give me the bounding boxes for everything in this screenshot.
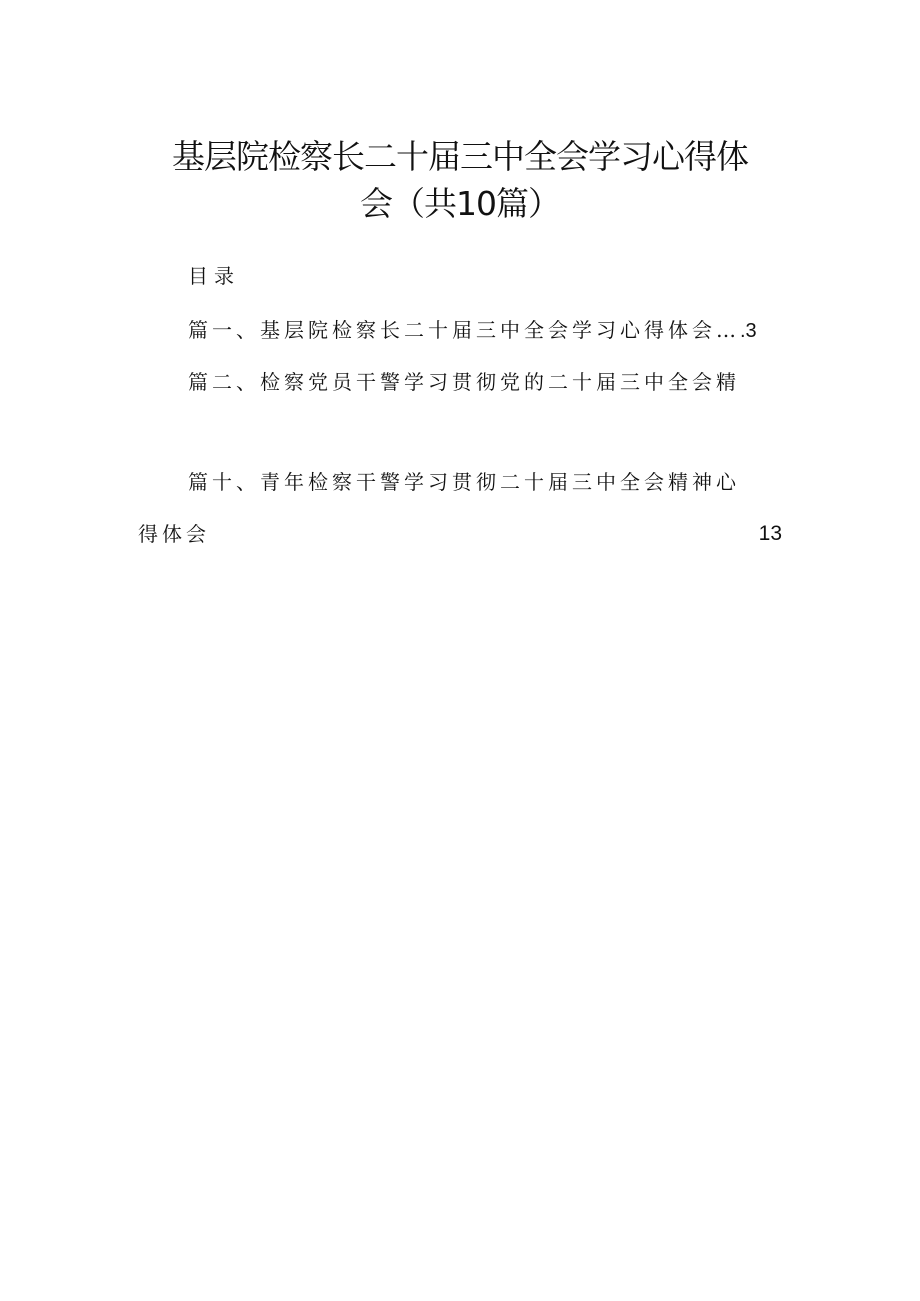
toc-entry-10-label-line-1: 篇十、青年检察干警学习贯彻二十届三中全会精神心 <box>188 470 740 494</box>
toc-entry-1[interactable] <box>188 316 757 345</box>
document-title-line-2: 会（共10篇） <box>360 184 560 223</box>
toc-entry-1-page: .3 <box>740 320 757 342</box>
toc-heading: 目录 <box>188 264 240 288</box>
toc-entry-10-line-2[interactable] <box>138 520 210 548</box>
toc-entry-10-line-1[interactable] <box>188 468 740 496</box>
toc-entry-10-page: 13 <box>758 522 782 545</box>
document-title-line-1: 基层院检察长二十届三中全会学习心得体 <box>172 137 748 176</box>
toc-entry-1-label: 篇一、基层院检察长二十届三中全会学习心得体会 <box>188 318 716 342</box>
toc-entry-10-label-line-2: 得体会 <box>138 522 210 546</box>
toc-entry-2[interactable] <box>188 368 740 396</box>
toc-entry-2-label: 篇二、检察党员干警学习贯彻党的二十届三中全会精 <box>188 370 740 394</box>
toc-entry-1-leader: … <box>716 318 740 342</box>
